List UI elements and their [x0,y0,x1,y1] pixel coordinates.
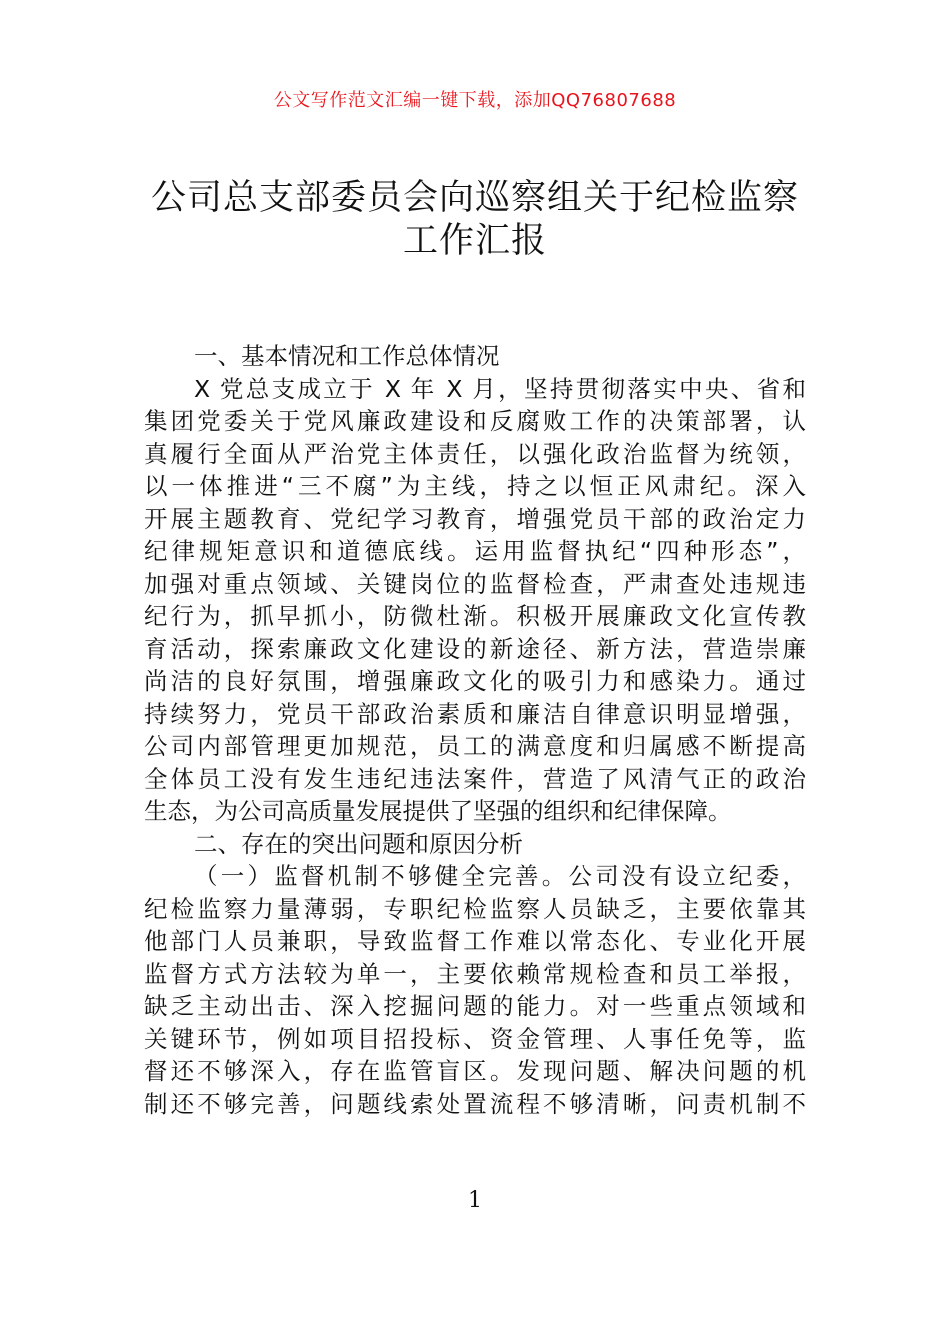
paragraph-line: 加强对重点领域、关键岗位的监督检查，严肃查处违规违 [144,569,806,598]
paragraph-line: 监督方式方法较为单一，主要依赖常规检查和员工举报， [144,959,806,988]
paragraph-line: 督还不够深入，存在监管盲区。发现问题、解决问题的机 [144,1057,806,1085]
paragraph-line: （一）监督机制不够健全完善。公司没有设立纪委， [194,862,806,890]
paragraph-line: 育活动，探索廉政文化建设的新途径、新方法，营造崇廉 [144,634,806,663]
document-body [144,340,806,1120]
paragraph-line: 缺乏主动出击、深入挖掘问题的能力。对一些重点领域和 [144,992,806,1020]
download-notice: 公文写作范文汇编一键下载，添加QQ76807688 [273,90,677,111]
page-number: 1 [468,1188,482,1213]
paragraph-line: 真履行全面从严治党主体责任，以强化政治监督为统领， [144,439,806,468]
paragraph-line: 开展主题教育、党纪学习教育，增强党员干部的政治定力 [144,504,806,533]
paragraph-line: 公司内部管理更加规范，员工的满意度和归属感不断提高 [144,732,806,760]
paragraph-line: 纪行为，抓早抓小，防微杜渐。积极开展廉政文化宣传教 [144,602,806,630]
document-title-line-2: 工作汇报 [402,221,547,261]
section-heading-2: 二、存在的突出问题和原因分析 [194,829,523,858]
paragraph-line: X 党总支成立于 X 年 X 月，坚持贯彻落实中央、省和 [194,374,806,403]
paragraph-line: 生态，为公司高质量发展提供了坚强的组织和纪律保障。 [144,797,732,825]
paragraph-line: 集团党委关于党风廉政建设和反腐败工作的决策部署，认 [144,407,806,435]
paragraph-line: 纪律规矩意识和道德底线。运用监督执纪“四种形态”， [144,537,806,565]
paragraph-line: 全体员工没有发生违纪违法案件，营造了风清气正的政治 [144,764,806,793]
paragraph-line: 他部门人员兼职，导致监督工作难以常态化、专业化开展 [144,927,806,955]
paragraph-line: 以一体推进“三不腐”为主线，持之以恒正风肃纪。深入 [144,472,806,500]
section-heading-1: 一、基本情况和工作总体情况 [194,342,500,370]
paragraph-line: 尚洁的良好氛围，增强廉政文化的吸引力和感染力。通过 [144,667,806,695]
paragraph-line: 纪检监察力量薄弱，专职纪检监察人员缺乏，主要依靠其 [144,894,806,923]
paragraph-line: 持续努力，党员干部政治素质和廉洁自律意识明显增强， [144,699,806,728]
paragraph-line: 制还不够完善，问题线索处置流程不够清晰，问责机制不 [144,1089,806,1118]
document-title-line-1: 公司总支部委员会向巡察组关于纪检监察 [150,178,799,218]
paragraph-line: 关键环节，例如项目招投标、资金管理、人事任免等，监 [144,1024,806,1053]
